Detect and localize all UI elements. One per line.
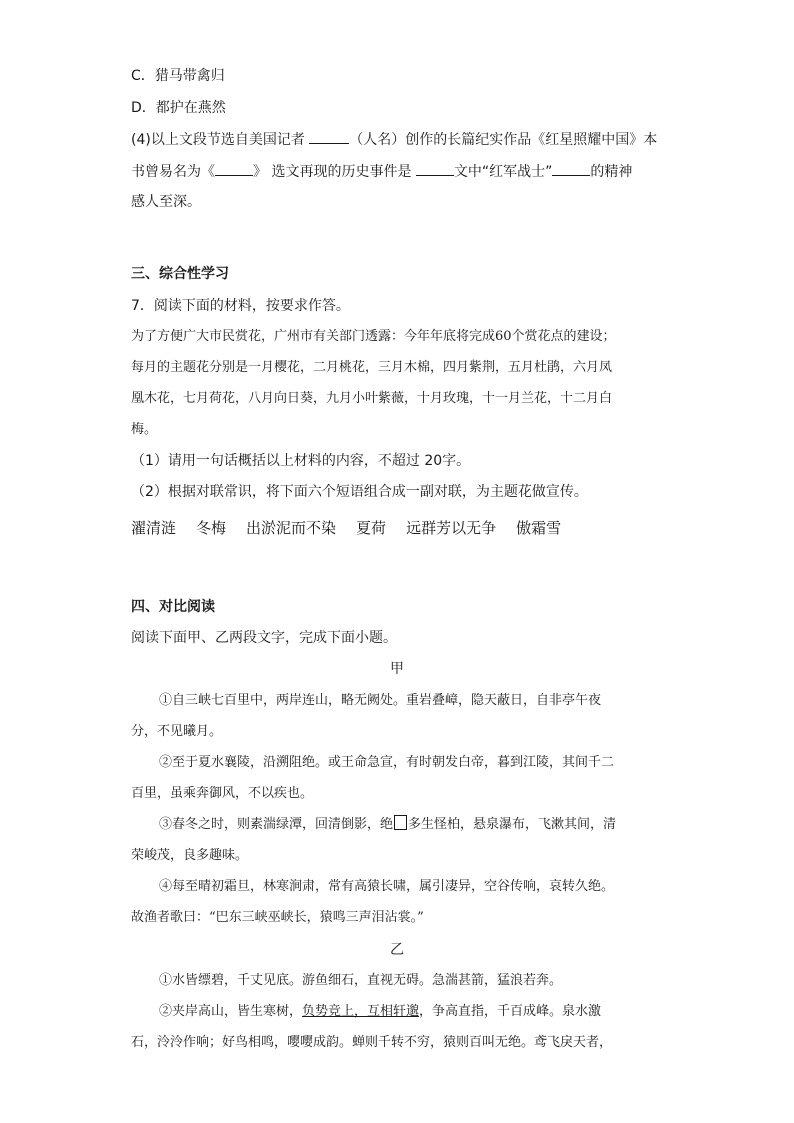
yi-title: 乙 [390,942,404,958]
jia-p4-line2: 故渔者歌曰：“巴东三峡巫峡长，猿鸣三声泪沾裳。” [131,910,424,925]
yi-p2-text-b: ，争高直指，千百成峰。泉水激 [419,1004,602,1019]
q4-line-1 [131,129,657,150]
phrase-item: 远群芳以无争 [406,519,497,537]
material-line-2: 每月的主题花分别是一月樱花，二月桃花，三月木棉，四月紫荆，五月杜鹃，六月凤 [131,360,613,375]
underlined-phrase: 负势竞上，互相轩邈 [302,1004,420,1019]
q4-line-3: 感人至深。 [131,194,201,210]
phrase-list [131,518,581,538]
book-name-blank [215,161,253,176]
phrase-item: 冬梅 [196,519,227,537]
q4-text-c: 书曾易名为《 [131,164,215,180]
option-d: D．都护在燕然 [131,100,226,116]
jia-title: 甲 [390,661,404,677]
q7-sub-2: （2）根据对联常识，将下面六个短语组合成一副对联，为主题花做宣传。 [131,484,588,500]
q7-title: 7．阅读下面的材料，按要求作答。 [131,298,350,314]
jia-p1-line2: 分，不见曦月。 [131,724,223,739]
jia-p3-line2: 荣峻茂，良多趣味。 [131,848,249,863]
yi-p2-line1 [159,1002,601,1022]
yi-p2-line2: 石，泠泠作响；好鸟相鸣，嘤嘤成韵。蝉则千转不穷，猿则百叫无绝。鸢飞戾天者， [131,1035,613,1050]
yi-p2-text-a: ②夹岸高山，皆生寒树， [159,1004,303,1019]
yi-p1: ①水皆缥碧，千丈见底。游鱼细石，直视无碍。急湍甚箭，猛浪若奔。 [159,973,563,988]
jia-p2-line1: ②至于夏水襄陵，沿溯阻绝。或王命急宣，有时朝发白帝，暮到江陵，其间千二 [159,755,615,770]
q7-sub-1: （1）请用一句话概括以上材料的内容，不超过 20字。 [131,453,471,469]
jia-p2-line2: 百里，虽乘奔御风，不以疾也。 [131,786,314,801]
q4-text-e: 文中“红军战士” [453,164,553,180]
option-c: C．猎马带禽归 [131,68,225,84]
jia-p3-text-a: ③春冬之时，则素湍绿潭，回清倒影，绝 [159,817,394,832]
section-4-heading: 四、对比阅读 [131,599,215,615]
jia-p3-line1 [159,815,616,835]
q4-text-a: (4)以上文段节选自美国记者 [131,132,310,148]
phrase-item: 出淤泥而不染 [246,519,337,537]
phrase-item: 夏荷 [356,519,387,537]
q4-text-d: 》 选文再现的历史事件是 [253,164,416,180]
q4-line-2 [131,161,632,182]
q4-text-b: （人名）创作的长篇纪实作品《红星照耀中国》本 [349,132,658,148]
missing-character-box [394,815,407,830]
section-4-intro: 阅读下面甲、乙两段文字，完成下面小题。 [131,630,397,646]
jia-p4-line1: ④每至晴初霜旦，林寒涧肃，常有高猿长啸，属引凄异，空谷传响，哀转久绝。 [159,879,615,894]
q4-text-f: 的精神 [590,164,633,180]
event-blank [416,161,454,176]
material-line-1: 为了方便广大市民赏花，广州市有关部门透露：今年年底将完成60个赏花点的建设； [131,329,616,344]
spirit-blank [552,161,590,176]
section-3-heading: 三、综合性学习 [131,266,229,282]
phrase-item: 濯清涟 [131,519,177,537]
jia-p3-text-b: 多生怪柏，悬泉瀑布，飞漱其间，清 [408,817,617,832]
material-line-4: 梅。 [131,422,158,437]
phrase-item: 傲霜雪 [516,519,562,537]
jia-p1-line1: ①自三峡七百里中，两岸连山，略无阙处。重岩叠嶂，隐天蔽日，自非亭午夜 [159,693,602,708]
author-blank [309,129,349,144]
material-line-3: 凰木花，七月荷花，八月向日葵，九月小叶紫薇，十月玫瑰，十一月兰花，十二月白 [131,391,613,406]
